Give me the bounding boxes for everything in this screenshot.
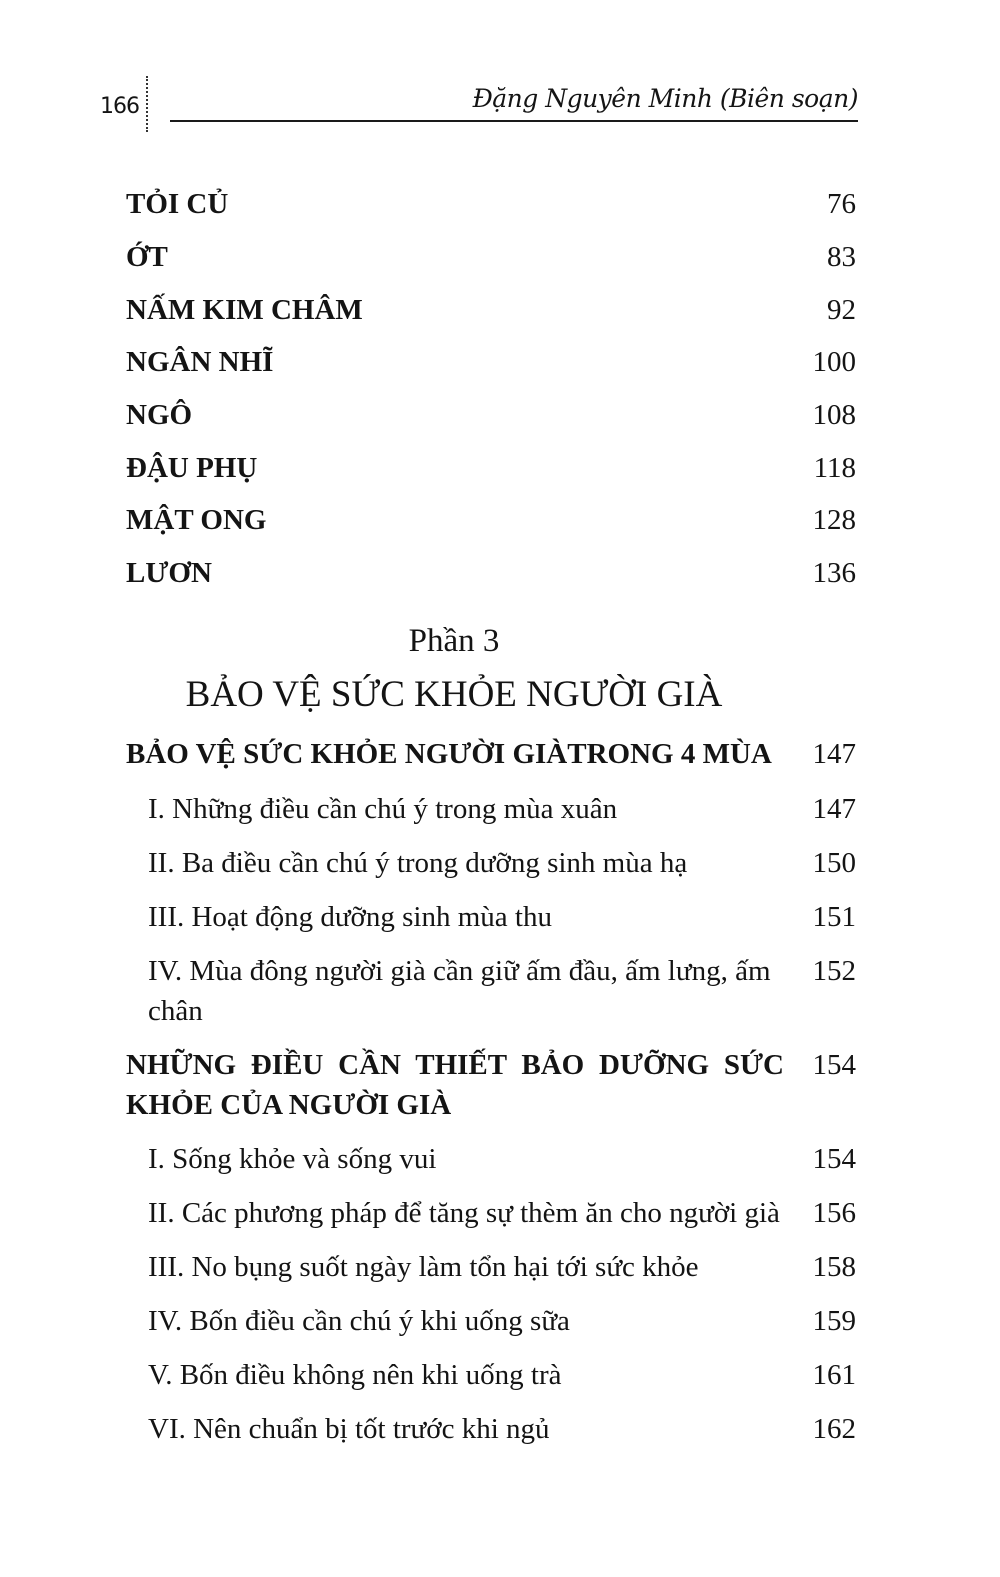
toc-subentry xyxy=(148,1139,856,1179)
toc-entry-page: 118 xyxy=(813,452,856,484)
toc-entry-page: 108 xyxy=(812,399,856,431)
toc-entry-title: ĐẬU PHỤ xyxy=(126,452,258,484)
toc-section-heading xyxy=(126,1045,856,1125)
toc-entry xyxy=(126,395,856,435)
toc-section-title: BẢO VỆ SỨC KHỎE NGƯỜI GIÀTRONG 4 MÙA xyxy=(126,738,772,770)
toc-subentry-title: I. Những điều cần chú ý trong mùa xuân xyxy=(148,793,618,825)
toc-entry xyxy=(126,500,856,540)
toc-subentry-title: III. Hoạt động dưỡng sinh mùa thu xyxy=(148,901,552,933)
toc-subentry xyxy=(148,951,856,1031)
toc-subentry-page: 162 xyxy=(812,1413,856,1445)
toc-entry-title: ỚT xyxy=(126,241,168,273)
toc-subentry-page: 147 xyxy=(812,793,856,825)
toc-subentry-title: IV. Mùa đông người già cần giữ ấm đầu, ấm lưng, ấm chân xyxy=(148,955,771,1027)
toc-subentry-title: V. Bốn điều không nên khi uống trà xyxy=(148,1359,562,1391)
toc-section-page: 154 xyxy=(812,1049,856,1081)
page-number: 166 xyxy=(100,94,139,119)
toc-subentry-page: 154 xyxy=(812,1143,856,1175)
toc-entry-page: 92 xyxy=(827,294,856,326)
running-title: Đặng Nguyên Minh (Biên soạn) xyxy=(472,84,858,113)
toc-subentry xyxy=(148,1247,856,1287)
toc-subentry-page: 159 xyxy=(812,1305,856,1337)
toc-subentry-title: III. No bụng suốt ngày làm tổn hại tới sức khỏe xyxy=(148,1251,699,1283)
toc-subentry xyxy=(148,1301,856,1341)
toc-entry xyxy=(126,553,856,593)
toc-subentry-page: 161 xyxy=(812,1359,856,1391)
toc-entry-title: MẬT ONG xyxy=(126,504,267,536)
toc-subentry-page: 156 xyxy=(812,1197,856,1229)
toc-subentry xyxy=(148,789,856,829)
toc-entry-title: NGÔ xyxy=(126,399,193,431)
toc-entry-title: NẤM KIM CHÂM xyxy=(126,294,363,326)
toc-section-title: NHỮNG ĐIỀU CẦN THIẾT BẢO DƯỠNG SỨC KHỎE CỦA NGƯỜI GIÀ xyxy=(126,1049,784,1121)
toc-subentry xyxy=(148,1193,856,1233)
toc-subentry-title: I. Sống khỏe và sống vui xyxy=(148,1143,437,1175)
toc-entry xyxy=(126,342,856,382)
toc-subentry-page: 158 xyxy=(812,1251,856,1283)
toc-subentry-title: IV. Bốn điều cần chú ý khi uống sữa xyxy=(148,1305,570,1337)
toc-entry-title: TỎI CỦ xyxy=(126,188,229,220)
toc-entry-page: 83 xyxy=(827,241,856,273)
toc-subentry xyxy=(148,843,856,883)
toc-entry-page: 128 xyxy=(812,504,856,536)
toc-entry xyxy=(126,237,856,277)
toc-subentry-page: 152 xyxy=(812,955,856,987)
toc-entry-title: NGÂN NHĨ xyxy=(126,346,274,378)
toc-subentry-page: 150 xyxy=(812,847,856,879)
toc-entry-title: LƯƠN xyxy=(126,557,212,589)
toc-subentry-title: II. Ba điều cần chú ý trong dưỡng sinh mùa hạ xyxy=(148,847,688,879)
toc-subentry-title: VI. Nên chuẩn bị tốt trước khi ngủ xyxy=(148,1413,550,1445)
part-title: BẢO VỆ SỨC KHỎE NGƯỜI GIÀ xyxy=(185,674,723,715)
header-separator xyxy=(146,76,148,132)
toc-section-heading xyxy=(126,734,856,774)
toc-entry-page: 100 xyxy=(812,346,856,378)
toc-entry xyxy=(126,184,856,224)
toc-section-page: 147 xyxy=(812,738,856,770)
toc-entry xyxy=(126,448,856,488)
toc-subentry xyxy=(148,1355,856,1395)
part-label: Phần 3 xyxy=(408,623,500,659)
toc-subentry-page: 151 xyxy=(812,901,856,933)
toc-subentry-title: II. Các phương pháp để tăng sự thèm ăn cho người già xyxy=(148,1197,780,1229)
toc-subentry xyxy=(148,1409,856,1449)
header-rule xyxy=(170,120,858,122)
toc-subentry xyxy=(148,897,856,937)
toc-entry xyxy=(126,290,856,330)
toc-entry-page: 76 xyxy=(827,188,856,220)
toc-entry-page: 136 xyxy=(812,557,856,589)
